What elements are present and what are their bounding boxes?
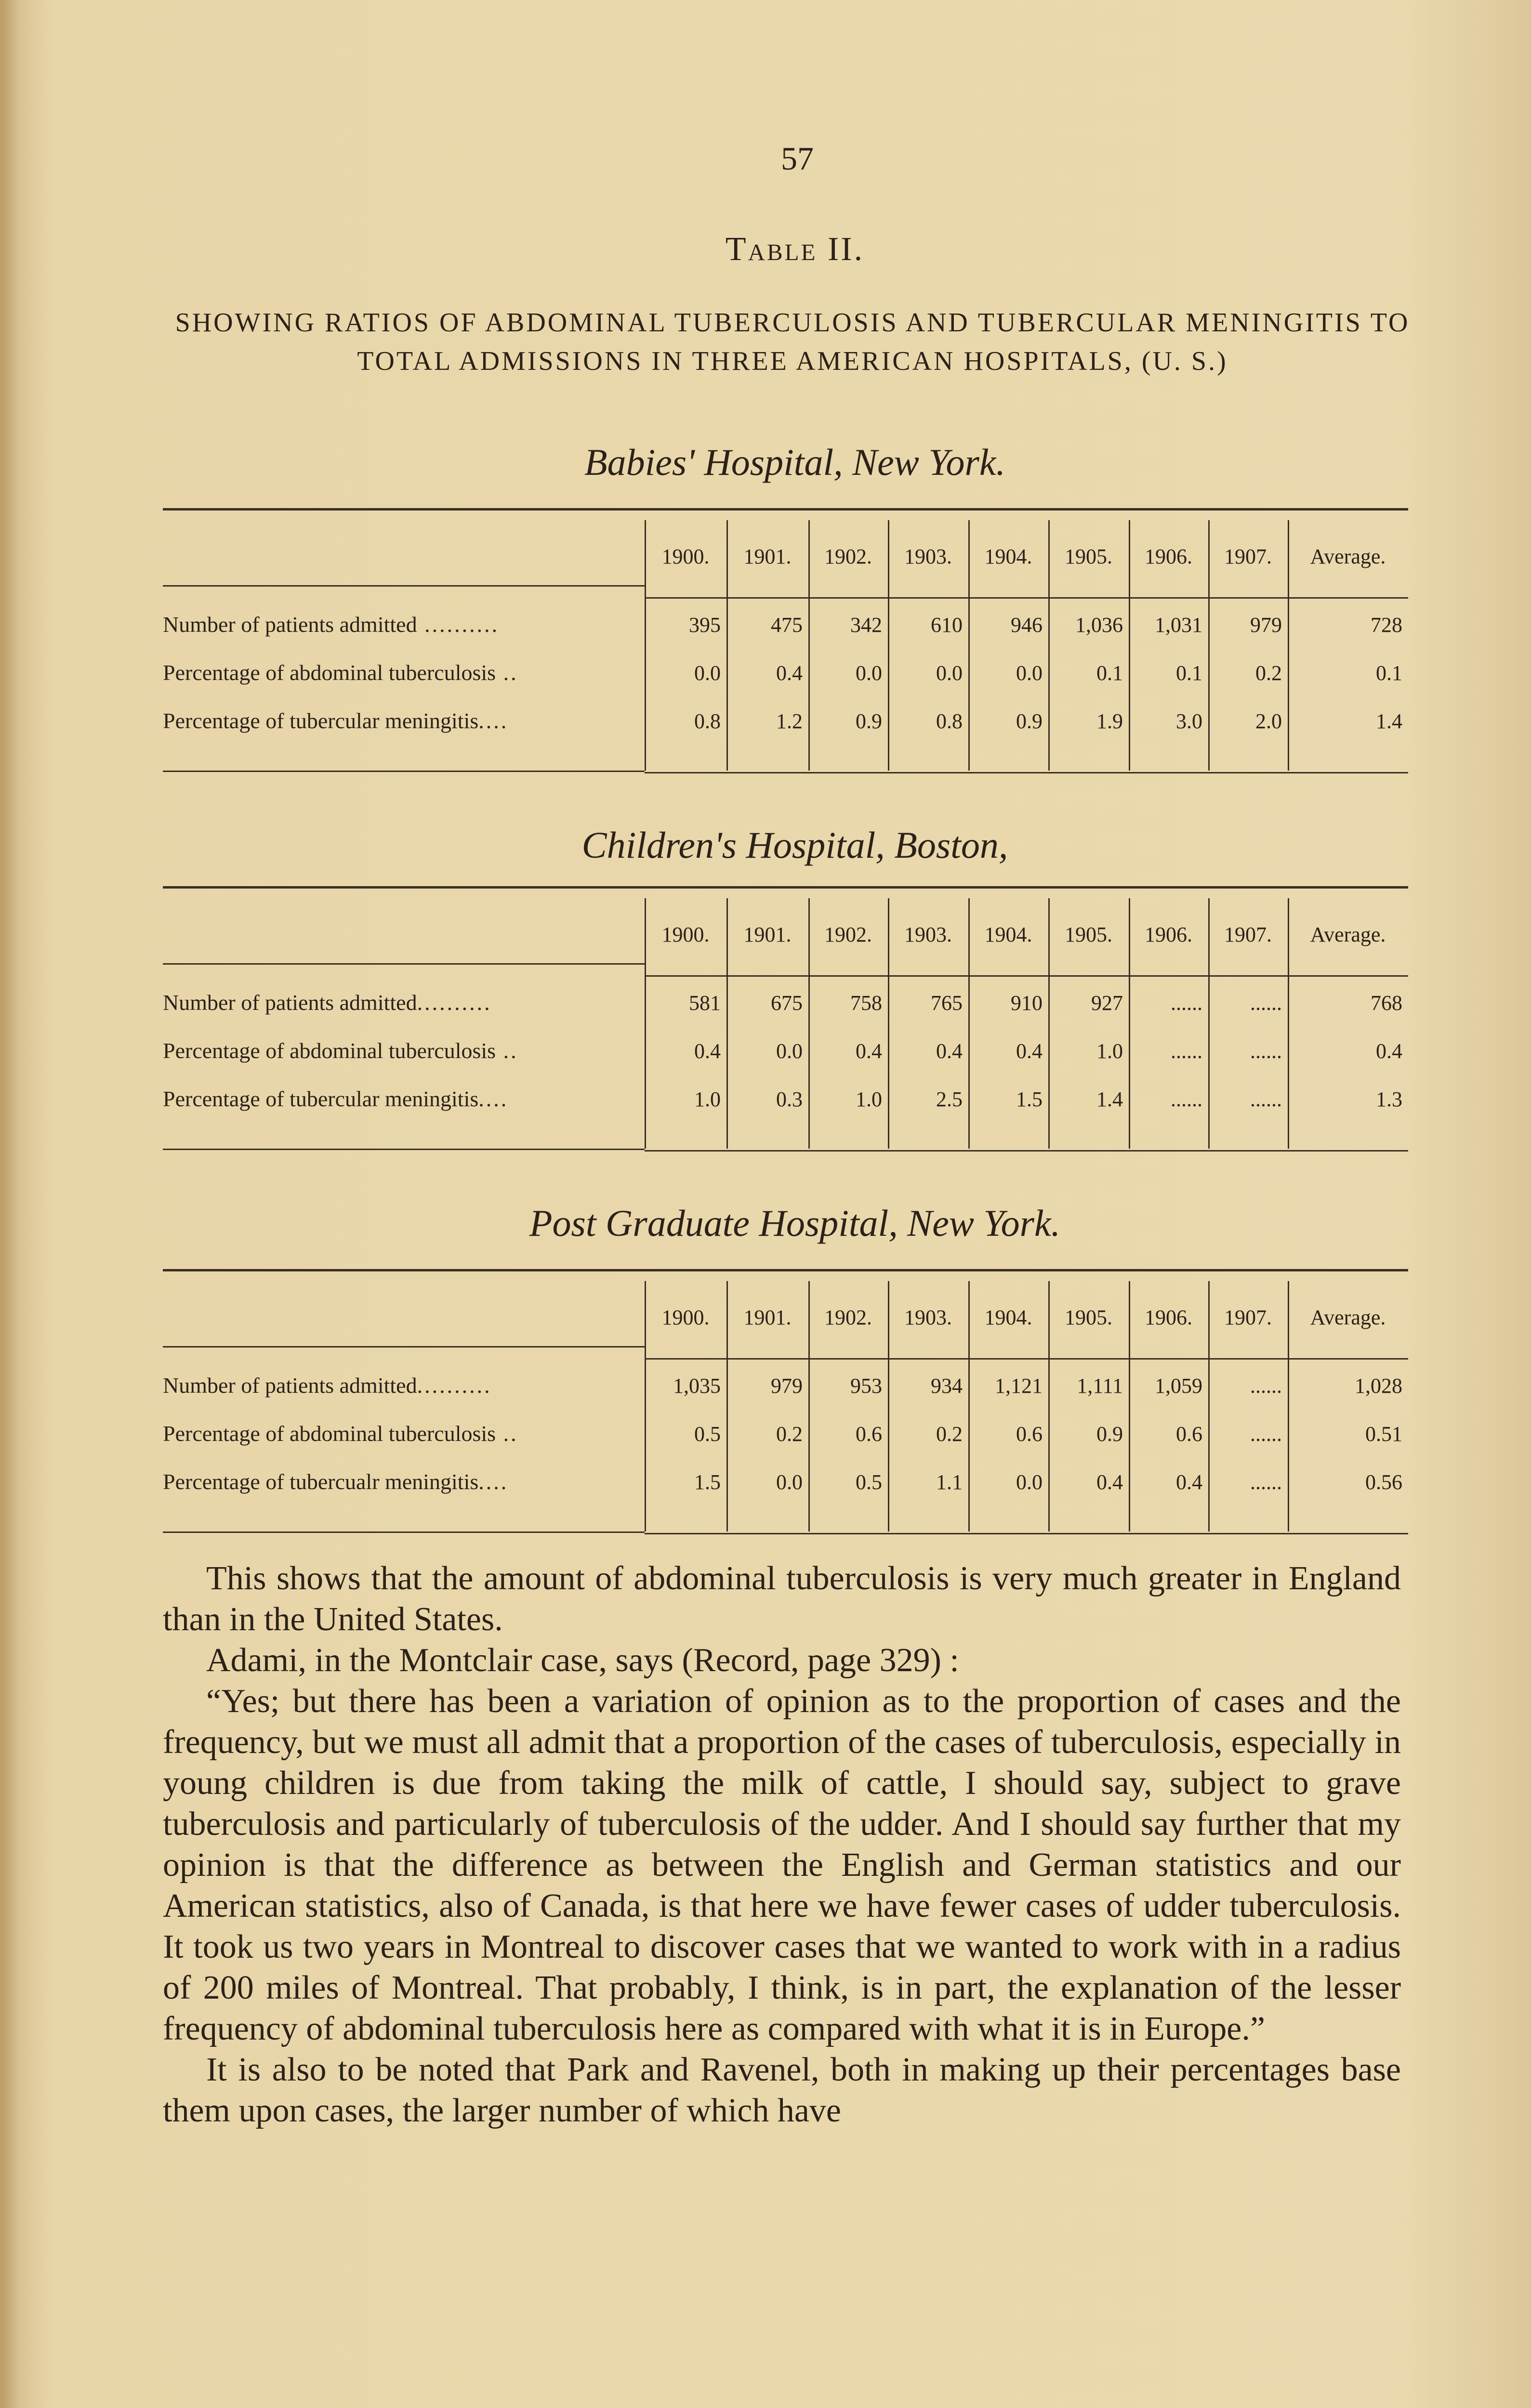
column-header: 1907.: [1224, 545, 1272, 568]
table-cell: 0.5: [856, 1470, 882, 1494]
table-cell: 0.0: [776, 1470, 803, 1494]
column-header: 1905.: [1065, 923, 1112, 946]
table-title: [0, 230, 1531, 269]
table-cell: 1,121: [995, 1374, 1043, 1398]
table-cell: 1,059: [1155, 1374, 1202, 1398]
table-cell: 1,111: [1077, 1374, 1123, 1398]
table-cell: ......: [1250, 1087, 1282, 1111]
table-bottom-rule: [163, 1531, 645, 1533]
table-cell: 0.0: [856, 661, 882, 685]
row-label: [163, 1038, 640, 1063]
table-cell: 0.0: [1016, 1470, 1043, 1494]
table-cell: 1.5: [694, 1470, 721, 1494]
column-header: 1902.: [824, 923, 872, 946]
column-header: 1901.: [743, 923, 792, 946]
row-label-text: Percentage of abdominal tuberculosis: [163, 660, 496, 685]
row-label-text: Number of patients admitted: [163, 612, 417, 637]
table-cell: 0.9: [856, 709, 882, 733]
table-cell: 927: [1091, 991, 1123, 1015]
table-cell: 0.4: [1176, 1470, 1202, 1494]
table-cell: 2.5: [936, 1087, 963, 1111]
table-bottom-rule: [163, 1149, 645, 1150]
column-header: 1905.: [1065, 545, 1112, 568]
leader-dots: ..: [496, 1038, 518, 1063]
table-cell: 0.1: [1376, 661, 1402, 685]
column-header: 1904.: [984, 1306, 1032, 1329]
table-top-rule: [163, 508, 1408, 510]
table-cell: 0.4: [776, 661, 803, 685]
table-title-prefix: Table: [725, 231, 818, 268]
table-cell: 342: [850, 613, 882, 637]
table-header-rule: [645, 975, 1408, 977]
table-cell: 0.6: [1176, 1422, 1202, 1446]
table-header-rule: [645, 597, 1408, 599]
table-cell: 1.0: [1096, 1039, 1123, 1063]
table-cell: 0.6: [1016, 1422, 1043, 1446]
table-cell: 0.0: [1016, 661, 1043, 685]
table-cell: ......: [1250, 1422, 1282, 1446]
page-number: 57: [781, 140, 814, 177]
table-cell: 0.9: [1016, 709, 1043, 733]
column-header: 1907.: [1224, 1306, 1272, 1329]
table-cell: 675: [771, 991, 803, 1015]
table-header-rule: [163, 963, 645, 965]
table-cell: 1,028: [1355, 1374, 1402, 1398]
table-cell: 0.3: [776, 1087, 803, 1111]
column-header: 1906.: [1145, 923, 1192, 946]
table-cell: 0.2: [936, 1422, 963, 1446]
row-label-text: Number of patients admitted: [163, 990, 417, 1015]
paragraph: This shows that the amount of abdominal tuberculosis is very much greater in England than in the United States.: [163, 1560, 1401, 1638]
column-header: 1900.: [661, 545, 710, 568]
row-label: [163, 990, 640, 1015]
table-cell: 0.6: [856, 1422, 882, 1446]
table-cell: 3.0: [1176, 709, 1202, 733]
table-cell: 934: [931, 1374, 963, 1398]
table-cell: 0.56: [1365, 1470, 1402, 1494]
leader-dots: ..: [496, 1421, 518, 1446]
table-cell: 946: [1011, 613, 1043, 637]
column-header: 1904.: [984, 923, 1032, 946]
table-cell: 0.4: [1016, 1039, 1043, 1063]
column-header: 1901.: [743, 1306, 792, 1329]
table-caption: SHOWING RATIOS OF ABDOMINAL TUBERCULOSIS AND TUBERCULAR MENINGITIS TO TOTAL ADMISSIONS IN THREE AMERICAN HOSPITALS, (U. S.): [175, 308, 1410, 376]
column-header: 1902.: [824, 1306, 872, 1329]
table-cell: 0.5: [694, 1422, 721, 1446]
column-header: 1903.: [904, 545, 952, 568]
table-cell: 728: [1371, 613, 1402, 637]
row-label: [163, 1421, 640, 1446]
table-cell: 1.5: [1016, 1087, 1043, 1111]
table-cell: 979: [771, 1374, 803, 1398]
leader-dots: ..........: [417, 1373, 492, 1398]
table-post-graduate-hospital: [163, 1269, 1408, 1539]
column-header: Average.: [1310, 1306, 1386, 1329]
row-label: [163, 660, 640, 685]
row-label: [163, 1469, 640, 1494]
table-cell: ......: [1250, 1470, 1282, 1494]
table-cell: 768: [1371, 991, 1402, 1015]
table-cell: 0.4: [694, 1039, 721, 1063]
column-header: 1902.: [824, 545, 872, 568]
table-cell: 0.0: [776, 1039, 803, 1063]
table-cell: ......: [1250, 1039, 1282, 1063]
row-label-text: Percentage of abdominal tuberculosis: [163, 1038, 496, 1063]
table-childrens-hospital: [163, 886, 1408, 1161]
table-cell: 0.4: [1376, 1039, 1402, 1063]
table-cell: 0.2: [776, 1422, 803, 1446]
table-bottom-rule: [645, 772, 1408, 773]
hospital-title-post-graduate: Post Graduate Hospital, New York.: [529, 1202, 1061, 1244]
table-cell: 0.4: [1096, 1470, 1123, 1494]
table-cell: 0.0: [936, 661, 963, 685]
leader-dots: ..: [496, 660, 518, 685]
column-header: Average.: [1310, 923, 1386, 946]
column-header: 1905.: [1065, 1306, 1112, 1329]
table-cell: 581: [689, 991, 721, 1015]
leader-dots: ....: [478, 708, 509, 733]
paragraph: “Yes; but there has been a variation of opinion as to the proportion of cases and the frequency, but we must all admit that a proportion of the cases of tuberculosis, especially in young children is due from taking the milk of cattle, I should say, subject to grave tuberculosis and particularly of tuberculosis of the udder. And I should say further that my opinion is that the difference as between the English and German statistics and our American statistics, also of Canada, is that here we have fewer cases of udder tuberculosis. It took us two years in Montreal to discover cases that we wanted to work with in a radius of 200 miles of Montreal. That probably, I think, is in part, the explanation of the lesser frequency of abdominal tuberculosis here as compared with what it is in Europe.”: [163, 1683, 1401, 2047]
table-header-rule: [163, 585, 645, 587]
table-cell: 0.4: [856, 1039, 882, 1063]
table-header-rule: [645, 1358, 1408, 1360]
table-cell: 0.1: [1176, 661, 1202, 685]
row-label: [163, 1373, 640, 1398]
column-header: 1904.: [984, 545, 1032, 568]
table-cell: 1.3: [1376, 1087, 1402, 1111]
column-header: 1900.: [661, 923, 710, 946]
paragraph: Adami, in the Montclair case, says (Record, page 329) :: [206, 1642, 959, 1679]
table-cell: ......: [1171, 1087, 1202, 1111]
table-cell: 979: [1250, 613, 1282, 637]
paragraph: It is also to be noted that Park and Ravenel, both in making up their percentages base them upon cases, the larger number of which have: [163, 2051, 1401, 2129]
table-cell: 1.0: [694, 1087, 721, 1111]
column-header: 1906.: [1145, 1306, 1192, 1329]
table-cell: ......: [1250, 991, 1282, 1015]
row-label-text: Percentage of tubercular meningitis: [163, 1086, 479, 1111]
row-label: [163, 708, 640, 733]
table-cell: 2.0: [1255, 709, 1282, 733]
table-cell: 1,035: [673, 1374, 721, 1398]
table-cell: 1.4: [1096, 1087, 1123, 1111]
table-cell: 1.9: [1096, 709, 1123, 733]
table-bottom-rule: [645, 1533, 1408, 1534]
column-header: 1903.: [904, 1306, 952, 1329]
column-header: 1900.: [661, 1306, 710, 1329]
leader-dots: ..........: [417, 612, 500, 637]
row-label-text: Percentage of tubercular meningitis: [163, 708, 479, 733]
table-cell: 1.2: [776, 709, 803, 733]
table-top-rule: [163, 1269, 1408, 1271]
table-cell: 475: [771, 613, 803, 637]
column-header: 1907.: [1224, 923, 1272, 946]
row-label-text: Percentage of tubercualr meningitis: [163, 1469, 479, 1494]
table-cell: 953: [850, 1374, 882, 1398]
table-babies-hospital: [163, 508, 1408, 778]
leader-dots: ....: [478, 1086, 509, 1111]
table-cell: 1.0: [856, 1087, 882, 1111]
table-cell: 910: [1011, 991, 1043, 1015]
body-text: [163, 1558, 1401, 2131]
table-cell: ......: [1171, 991, 1202, 1015]
column-header: Average.: [1310, 545, 1386, 568]
row-label: [163, 612, 640, 637]
table-top-rule: [163, 886, 1408, 889]
row-label-text: Number of patients admitted: [163, 1373, 417, 1398]
table-cell: 0.1: [1096, 661, 1123, 685]
hospital-title-babies: Babies' Hospital, New York.: [584, 441, 1006, 483]
table-cell: 0.4: [936, 1039, 963, 1063]
table-cell: 610: [931, 613, 963, 637]
table-cell: 1,031: [1155, 613, 1202, 637]
row-label-text: Percentage of abdominal tuberculosis: [163, 1421, 496, 1446]
table-bottom-rule: [163, 771, 645, 772]
table-cell: 0.51: [1365, 1422, 1402, 1446]
table-cell: 758: [850, 991, 882, 1015]
column-header: 1901.: [743, 545, 792, 568]
table-cell: 1,036: [1075, 613, 1123, 637]
table-cell: 1.4: [1376, 709, 1402, 733]
table-title-number: II.: [828, 231, 865, 268]
column-header: 1903.: [904, 923, 952, 946]
table-cell: 765: [931, 991, 963, 1015]
table-cell: 0.0: [694, 661, 721, 685]
leader-dots: ....: [478, 1469, 509, 1494]
table-cell: 0.8: [694, 709, 721, 733]
leader-dots: ..........: [417, 990, 492, 1015]
table-cell: 0.8: [936, 709, 963, 733]
table-cell: 0.9: [1096, 1422, 1123, 1446]
row-label: [163, 1086, 640, 1112]
table-cell: ......: [1171, 1039, 1202, 1063]
table-cell: ......: [1250, 1374, 1282, 1398]
table-bottom-rule: [645, 1150, 1408, 1152]
table-cell: 0.2: [1255, 661, 1282, 685]
column-header: 1906.: [1145, 545, 1192, 568]
table-header-rule: [163, 1346, 645, 1348]
table-cell: 395: [689, 613, 721, 637]
table-cell: 1.1: [936, 1470, 963, 1494]
hospital-title-childrens: Children's Hospital, Boston,: [581, 824, 1008, 866]
